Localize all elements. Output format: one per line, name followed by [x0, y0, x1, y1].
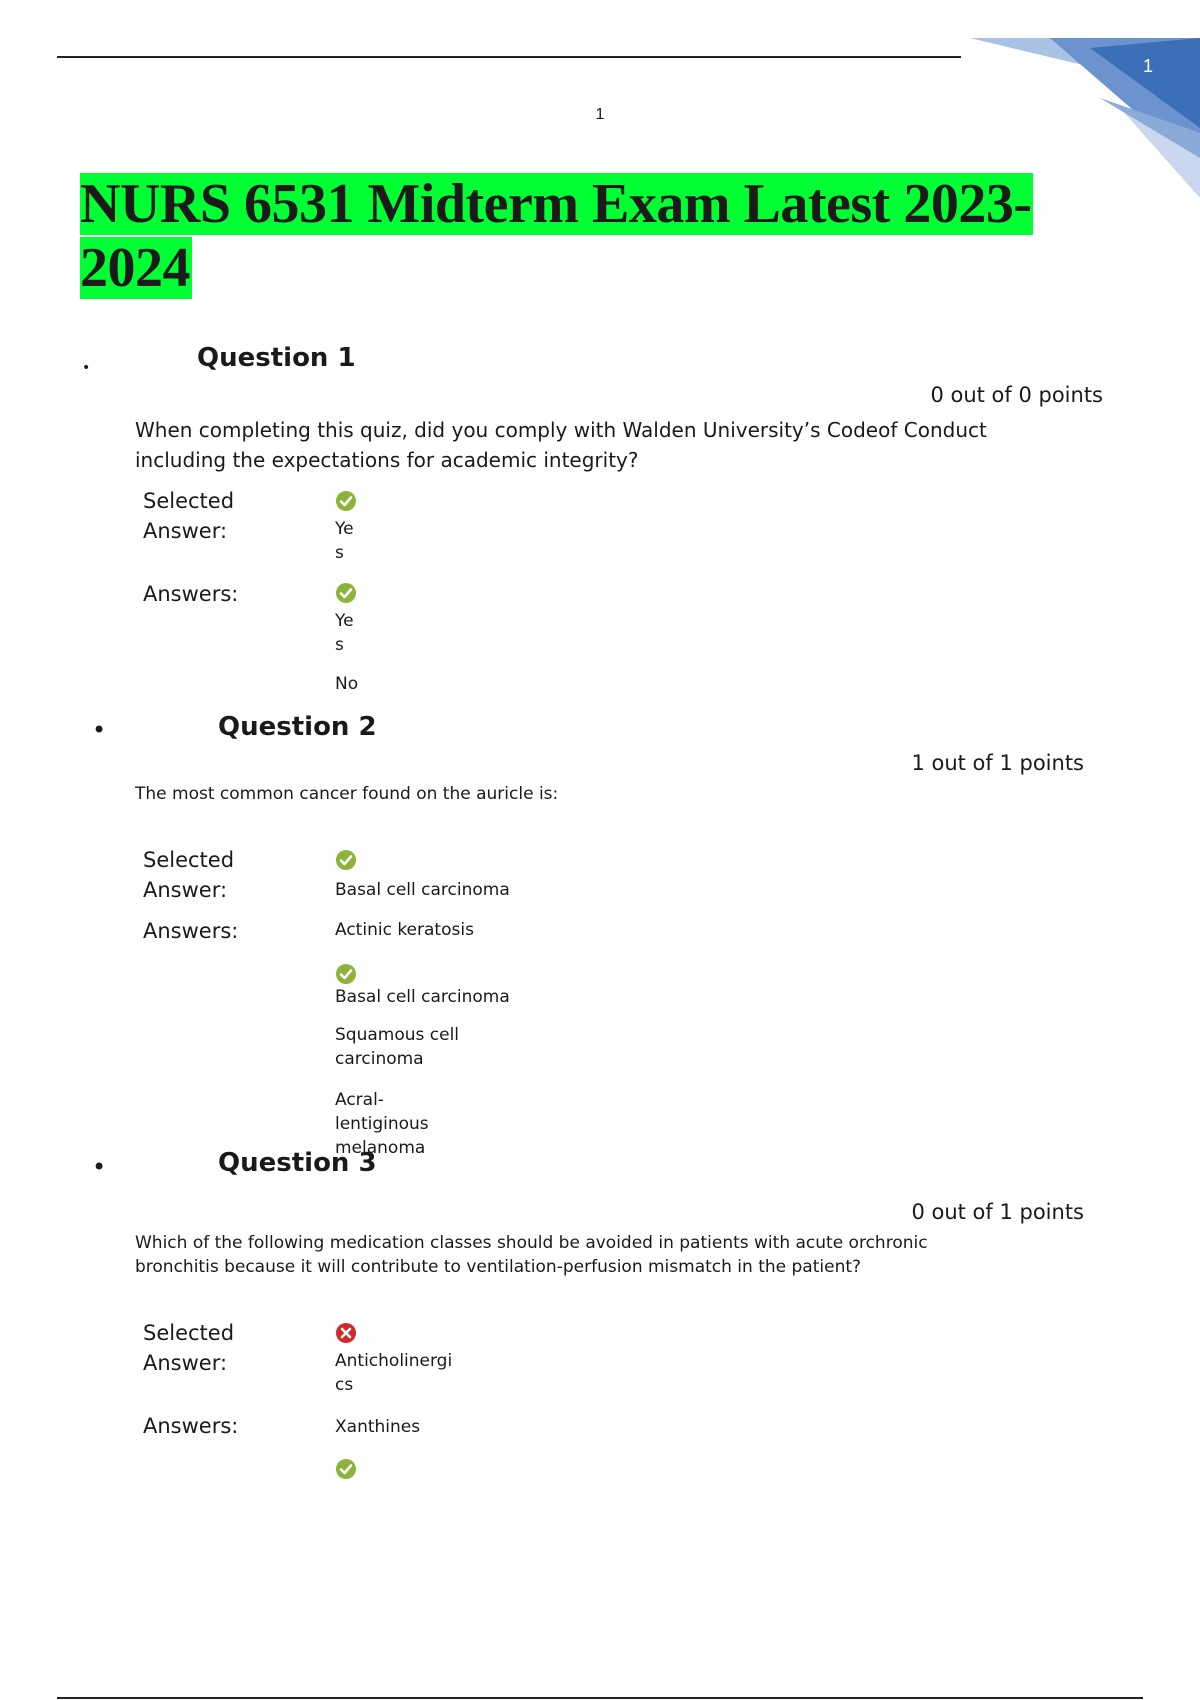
correct-check-icon	[335, 1458, 357, 1480]
question-1-text: When completing this quiz, did you comply with Walden University’s Codeof Conduct including the expectations for academic integrity?	[135, 418, 987, 472]
question-2-answers-label: Answers:	[143, 919, 239, 943]
question-2-heading: Question 2	[218, 712, 377, 742]
question-1-answer-option: Yes	[335, 611, 354, 655]
page-number: 1	[595, 106, 605, 123]
question-3-answer-option: Xanthines	[335, 1417, 421, 1437]
question-3-heading: Question 3	[218, 1148, 377, 1178]
question-2-selected-label: Selected Answer:	[143, 848, 235, 902]
header-rule	[57, 56, 961, 58]
question-2-points: 1 out of 1 points	[911, 751, 1084, 775]
question-2-answer-option: Actinic keratosis	[335, 920, 474, 940]
question-3-text: Which of the following medication classes should be avoided in patients with acute orchronic bronchitis because it will contribute to ventilation-perfusion mismatch in the patient?	[135, 1233, 928, 1277]
question-3-bullet: •	[92, 1153, 107, 1181]
correct-check-icon	[335, 963, 357, 985]
question-1-heading: Question 1	[197, 343, 356, 373]
question-1-selected-label: Selected Answer:	[143, 489, 235, 543]
question-3-answers-label: Answers:	[143, 1414, 239, 1438]
question-2-answer-option: Squamous cell carcinoma	[335, 1025, 460, 1069]
question-3-selected-label: Selected Answer:	[143, 1321, 235, 1375]
question-2-text: The most common cancer found on the auricle is:	[135, 784, 559, 804]
question-3-points: 0 out of 1 points	[911, 1200, 1084, 1224]
question-2-answer-option: Acral-lentiginous melanoma	[335, 1090, 429, 1158]
question-2-answer-option: Basal cell carcinoma	[335, 987, 510, 1007]
question-1-points: 0 out of 0 points	[930, 383, 1103, 407]
document-title: NURS 6531 Midterm Exam Latest 2023-2024	[80, 173, 1032, 299]
question-1-answers-label: Answers:	[143, 582, 239, 606]
question-1-answer-option: No	[335, 674, 359, 694]
question-1-selected-answer: Yes	[335, 519, 354, 563]
footer-rule	[57, 1697, 1143, 1699]
correct-check-icon	[335, 582, 357, 604]
corner-page-number: 1	[1142, 56, 1153, 76]
incorrect-x-icon	[335, 1322, 357, 1344]
correct-check-icon	[335, 849, 357, 871]
correct-check-icon	[335, 490, 357, 512]
question-3-selected-answer: Anticholinergics	[335, 1351, 453, 1395]
question-1-bullet: •	[82, 360, 91, 376]
question-2-bullet: •	[92, 716, 107, 744]
question-2-selected-answer: Basal cell carcinoma	[335, 880, 510, 900]
